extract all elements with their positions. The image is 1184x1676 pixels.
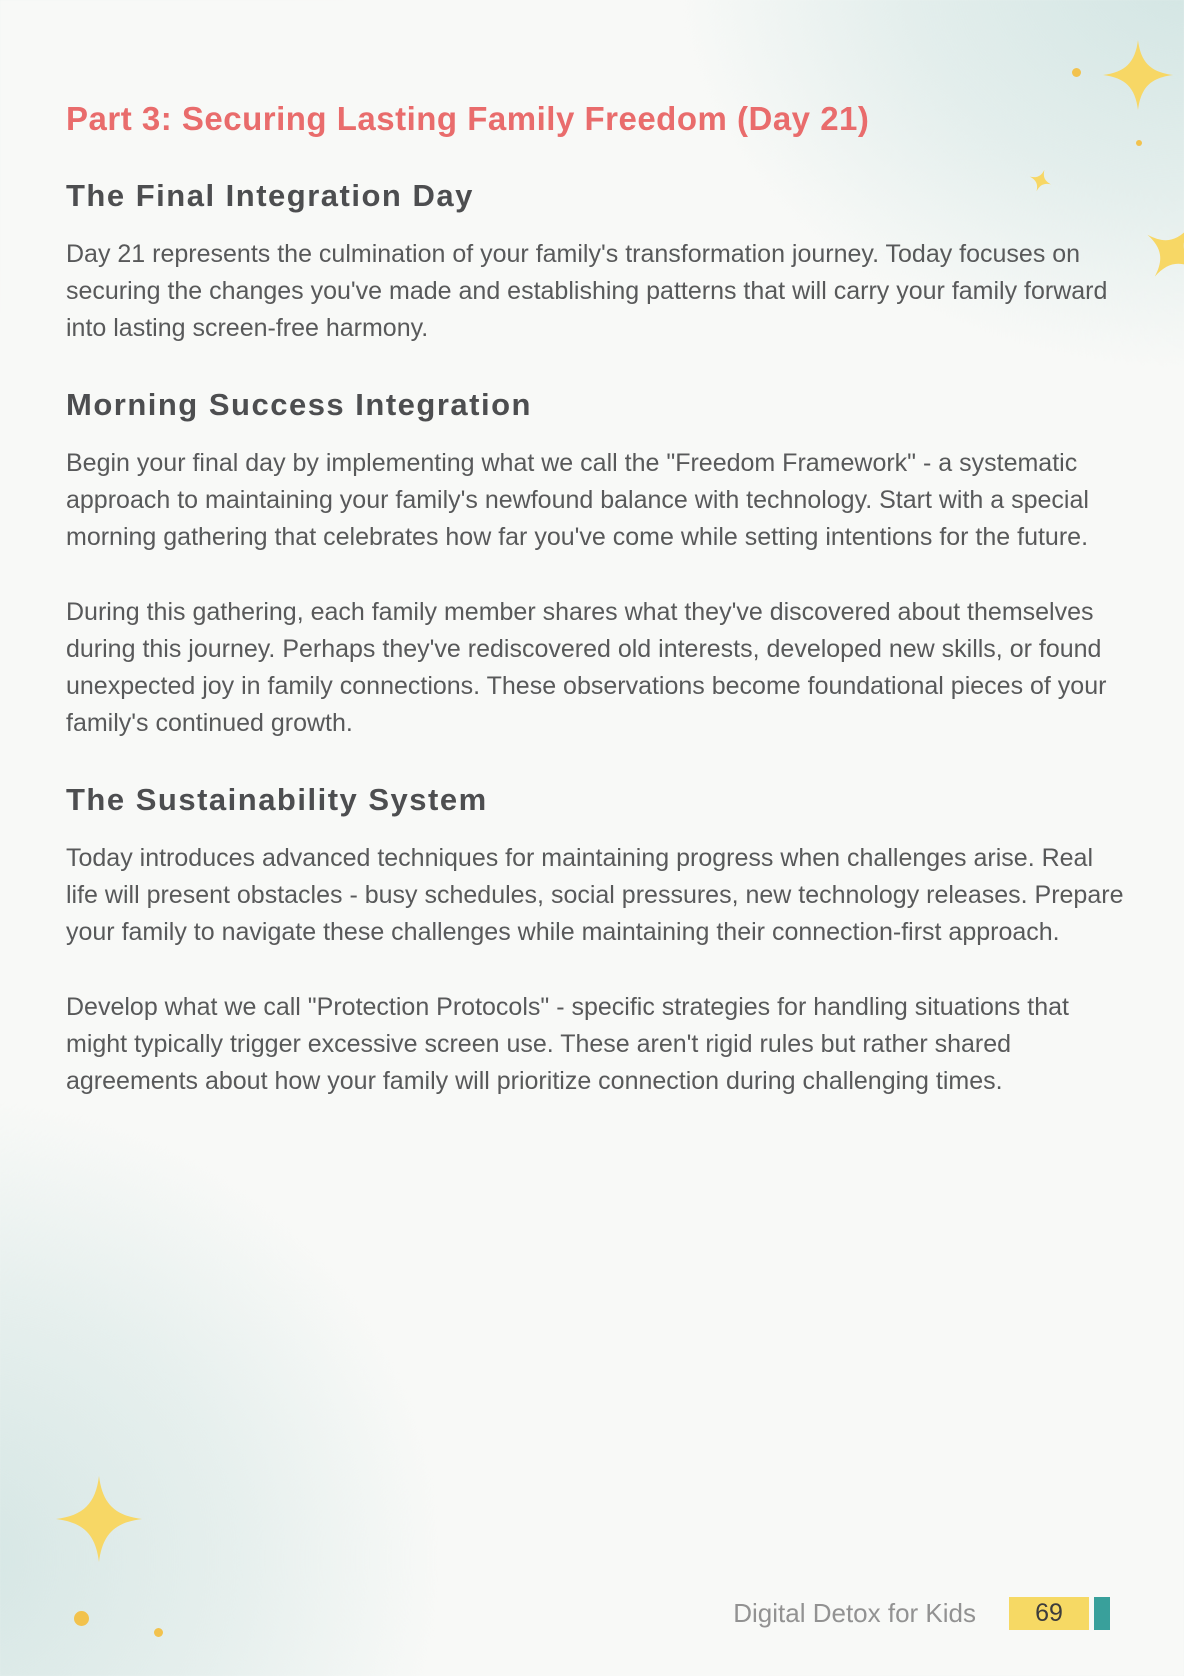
section-heading: The Final Integration Day (66, 178, 474, 213)
section-heading: The Sustainability System (66, 782, 488, 817)
sparkle-dot-icon (1072, 68, 1081, 77)
sparkle-dot-icon (154, 1628, 163, 1637)
paragraph: Develop what we call "Protection Protocols" - specific strategies for handling situations that might typically trigger excessive screen use. These aren't rigid rules but rather shared agreements about how your family will prioritize connection during challenging times. (66, 993, 1069, 1095)
sparkle-dot-icon (74, 1611, 89, 1626)
paragraph: During this gathering, each family member shares what they've discovered about themselves during this journey. Perhaps they've rediscovered old interests, developed new skills, or found unexpected joy in family connections. These observations become foundational pieces of your family's continued growth. (66, 598, 1107, 737)
paragraph: Day 21 represents the culmination of your family's transformation journey. Today focuses on securing the changes you've made and establishing patterns that will carry your family forward into lasting screen-free harmony. (66, 240, 1108, 342)
sparkle-icon (1129, 209, 1184, 295)
page-number-badge: 69 (1009, 1597, 1089, 1630)
paragraph: Begin your final day by implementing what we call the "Freedom Framework" - a systematic approach to maintaining your family's newfound balance with technology. Start with a special morning gathering that celebrates how far you've come while setting intentions for the future. (66, 449, 1089, 551)
section-morning-success-integration (66, 387, 1124, 742)
section-sustainability-system (66, 782, 1124, 1100)
section-heading: Morning Success Integration (66, 387, 532, 422)
page-footer (733, 1597, 1110, 1630)
part-title: Part 3: Securing Lasting Family Freedom (Day 21) (66, 100, 870, 137)
section-final-integration-day (66, 178, 1124, 347)
sparkle-icon (55, 1476, 143, 1562)
paragraph: Today introduces advanced techniques for maintaining progress when challenges arise. Real life will present obstacles - busy schedules, social pressures, new technology releases. Prepare your family to navigate these challenges while maintaining their connection-first approach. (66, 844, 1124, 946)
book-title: Digital Detox for Kids (733, 1598, 976, 1628)
page-content (66, 100, 1124, 1138)
sparkle-dot-icon (1136, 140, 1142, 146)
teal-accent-bar (1094, 1597, 1110, 1630)
